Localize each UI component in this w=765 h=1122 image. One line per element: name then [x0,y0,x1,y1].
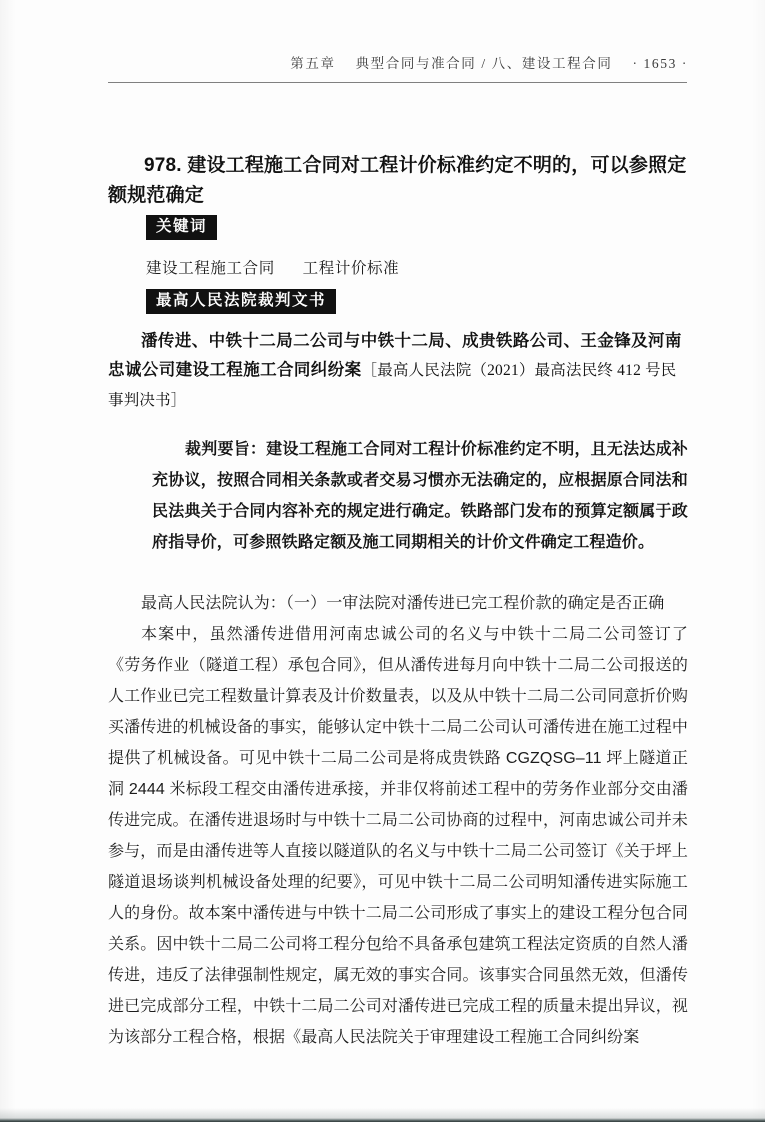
running-head-line [108,52,688,72]
case-title-name: 潘传进、中铁十二局二公司与中铁十二局、成贵铁路公司、王金锋及河南忠诚公司建设工程施工合同纠纷案 [108,331,682,379]
page-number: · 1653 · [632,56,688,71]
page-title: 978. 建设工程施工合同对工程计价标准约定不明的，可以参照定额规范确定 [108,154,687,206]
scan-edge-bottom [0,1118,765,1122]
source-tag: 最高人民法院裁判文书 [146,289,336,314]
running-head-section: 典型合同与准合同 / 八、建设工程合同 [355,56,613,71]
keyword-item-2: 工程计价标准 [302,260,400,277]
keyword-item-1: 建设工程施工合同 [146,260,275,277]
keywords-tag: 关键词 [146,215,217,240]
running-head-chapter: 第五章 [290,56,336,71]
running-head [108,52,688,72]
running-head-rule [108,82,687,83]
holding-summary: 裁判要旨：建设工程施工合同对工程计价标准约定不明，且无法达成补充协议，按照合同相关条款或者交易习惯亦无法确定的，应根据原合同法和民法典关于合同内容补充的规定进行确定。铁路部门发布的预算定额属于政府指导价，可参照铁路定额及施工同期相关的计价文件确定工程造价。 [152,441,688,551]
body-text [108,588,688,1053]
scan-edge-shadow [0,1108,765,1118]
case-title [108,326,688,415]
keywords-list [146,256,686,282]
paragraph: 本案中，虽然潘传进借用河南忠诚公司的名义与中铁十二局二公司签订了《劳务作业（隧道工程）承包合同》，但从潘传进每月向中铁十二局二公司报送的人工作业已完工程数量计算表及计价数量表，以及从中铁十二局二公司同意折价购买潘传进的机械设备的事实，能够认定中铁十二局二公司认可潘传进在施工过程中提供了机械设备。可见中铁十二局二公司是将成贵铁路 CGZQSG–11 坪上隧道正洞 2444 米标段工程交由潘传进承接，并非仅将前述工程中的劳务作业部分交由潘传进完成。在潘传进退场时与中铁十二局二公司协商的过程中，河南忠诚公司并未参与，而是由潘传进等人直接以隧道队的名义与中铁十二局二公司签订《关于坪上隧道退场谈判机械设备处理的纪要》，可见中铁十二局二公司明知潘传进实际施工人的身份。故本案中潘传进与中铁十二局二公司形成了事实上的建设工程分包合同关系。因中铁十二局二公司将工程分包给不具备承包建筑工程法定资质的自然人潘传进，违反了法律强制性规定，属无效的事实合同。该事实合同虽然无效，但潘传进已完成部分工程，中铁十二局二公司对潘传进已完成工程的质量未提出异议，视为该部分工程合格，根据《最高人民法院关于审理建设工程施工合同纠纷案 [108,626,688,1046]
case-citation: ［最高人民法院（2021）最高法民终 412 号民事判决书］ [108,362,677,409]
paragraph: 最高人民法院认为：（一）一审法院对潘传进已完工程价款的确定是否正确 [141,595,665,612]
